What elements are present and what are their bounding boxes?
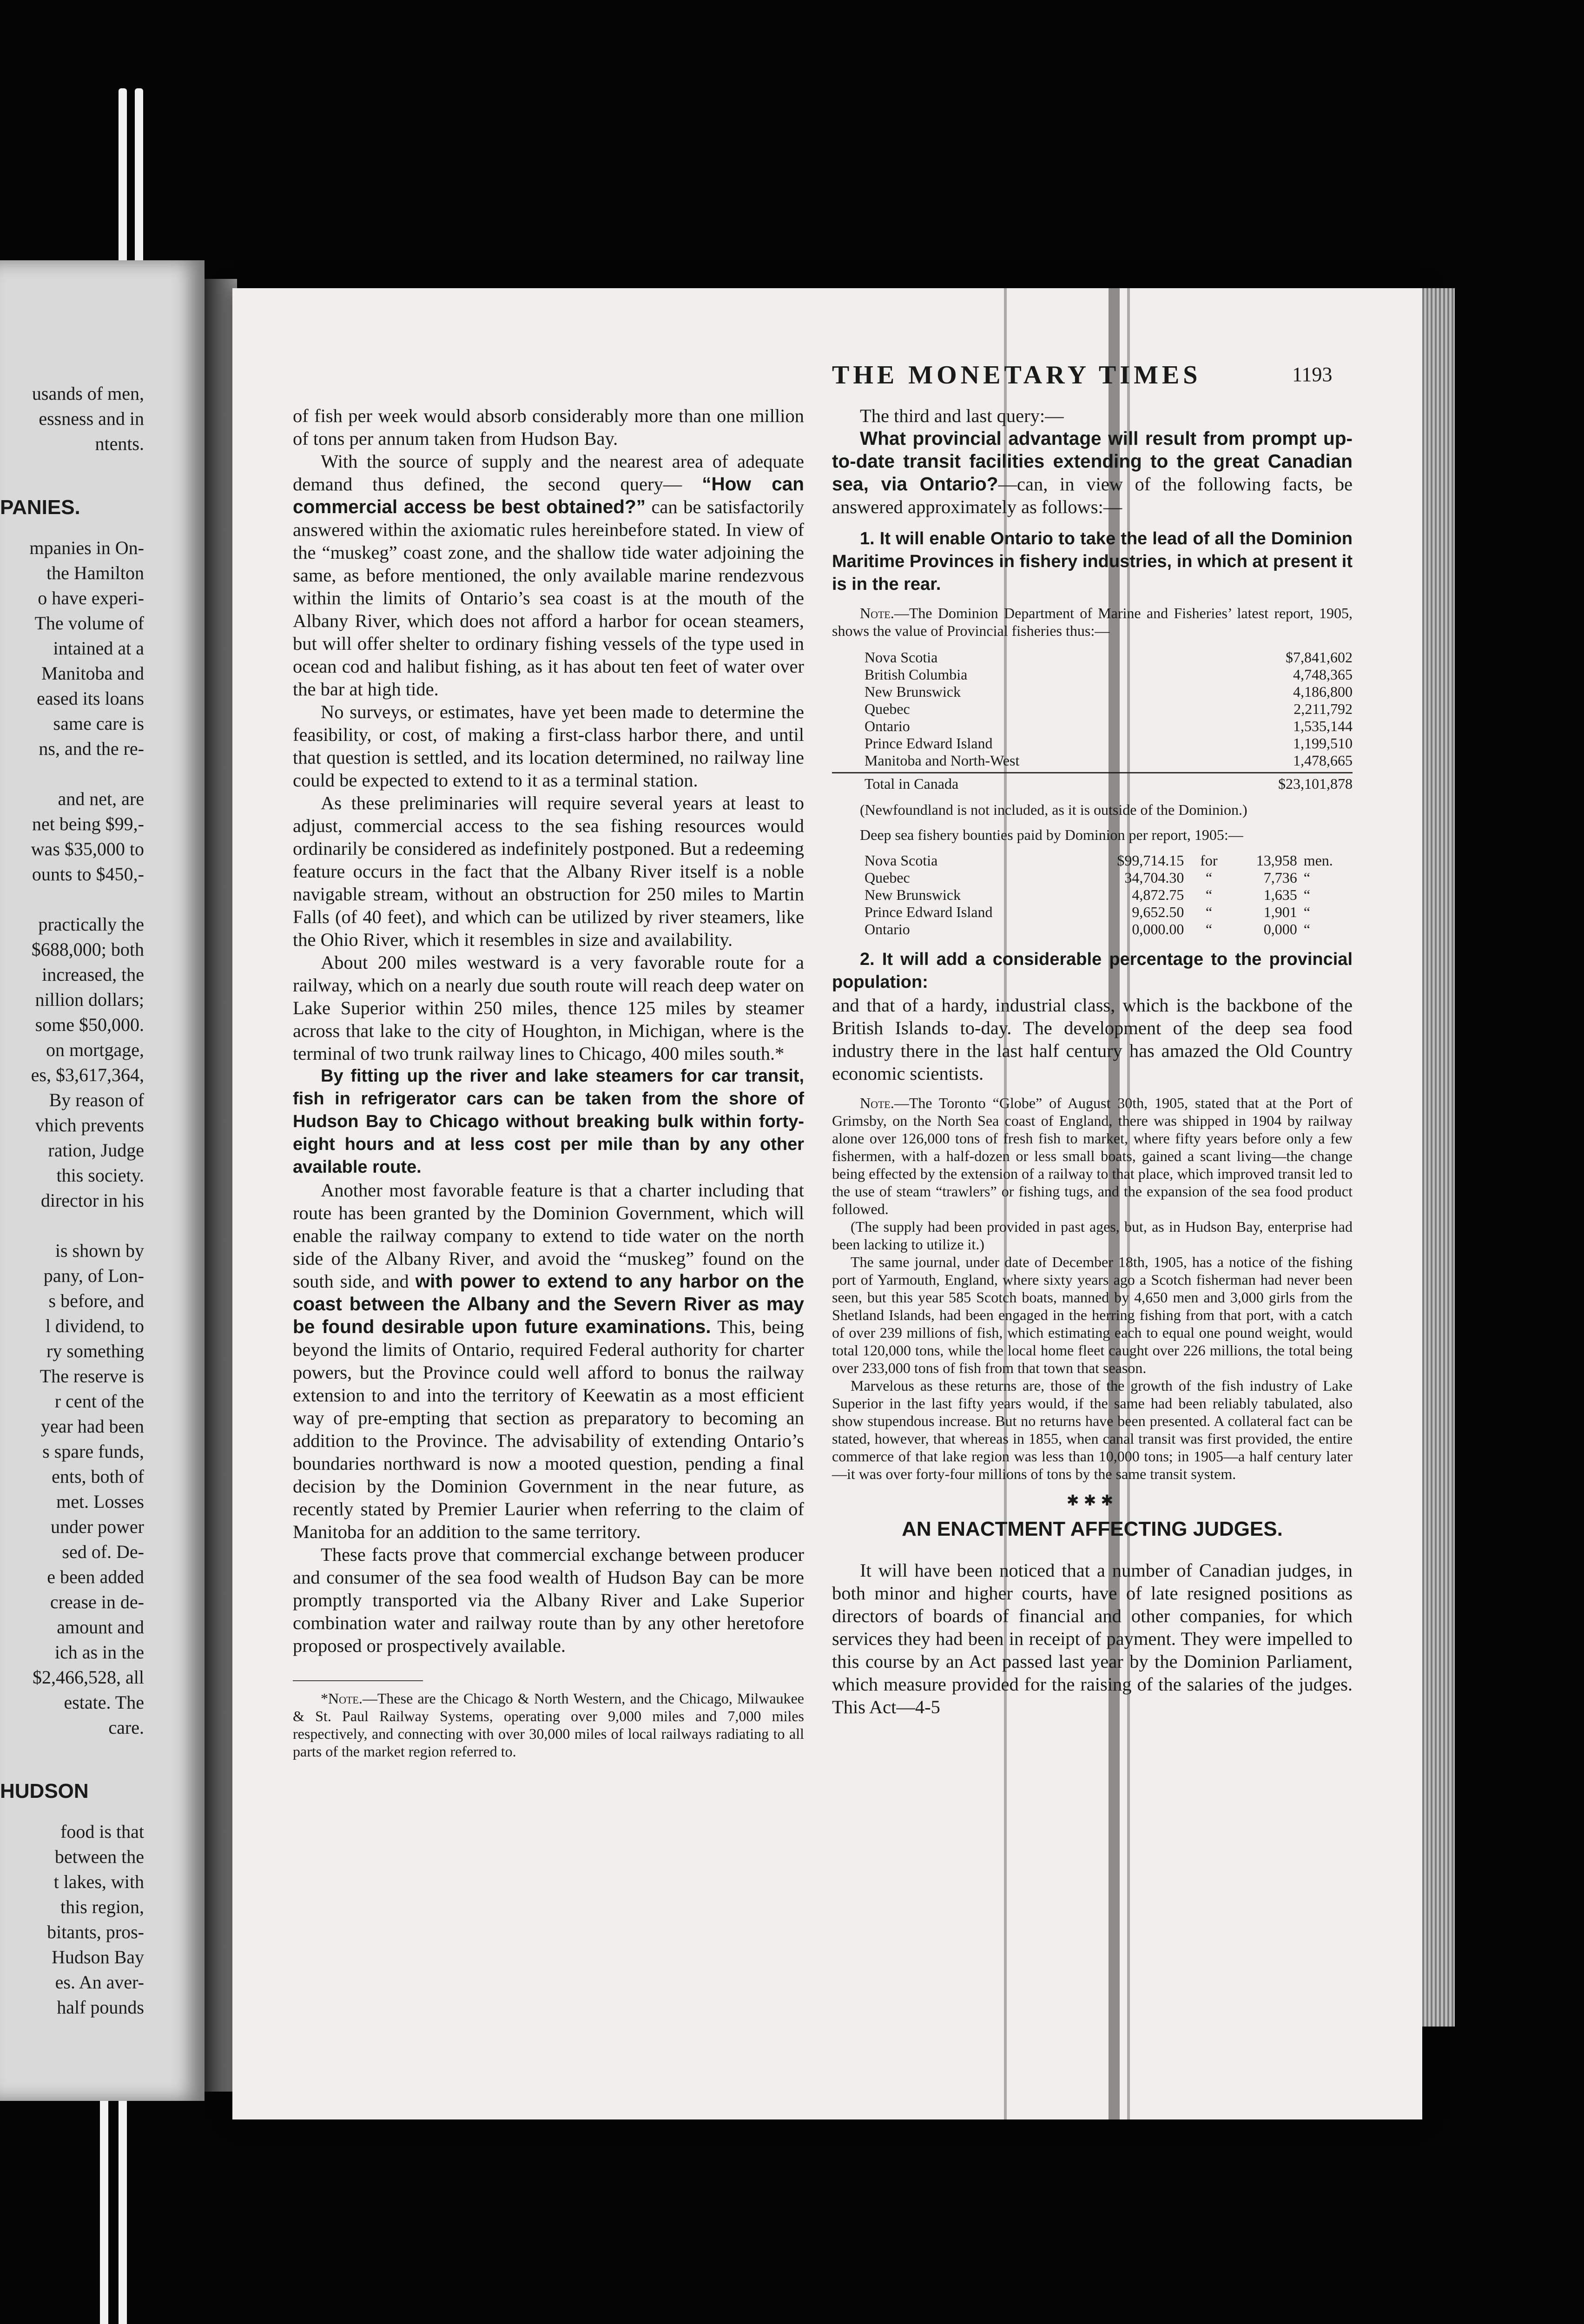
table-row xyxy=(832,852,1353,869)
left-page-line: and net, are xyxy=(58,788,144,809)
left-page-line: ration, Judge xyxy=(48,1140,144,1161)
left-page-line: crease in de- xyxy=(50,1591,144,1612)
paragraph-preliminaries: As these preliminaries will require several years at least to adjust, commercial access to the sea fishing resources would ordinarily be considered as indefinitely postponed. But a redeeming feature occurs in the fact that the Albany River itself is a noble navigable stream, without an obstruction for 250 miles to Martin Falls (of 40 feet), and which can be utilized by river steamers, like the Ohio River, which it resembles in size and availability. xyxy=(293,792,804,950)
unit-cell: “ xyxy=(1303,904,1310,920)
left-page-line: the Hamilton xyxy=(46,562,144,583)
left-page-heading: HUDSON xyxy=(0,1780,89,1802)
column-left xyxy=(293,404,804,1760)
for-cell: “ xyxy=(1205,886,1213,903)
amount-cell: $99,714.15 xyxy=(1117,852,1184,869)
province-cell: Ontario xyxy=(865,921,910,938)
paragraph-no-surveys: No surveys, or estimates, have yet been made to determine the feasibility, or cost, of making a first-class harbor there, and until that question is settled, and its location determined, no railway line could be expected to extend to it as a terminal station. xyxy=(293,701,804,791)
table-row xyxy=(832,700,1353,718)
table-row xyxy=(832,752,1353,769)
scan-stripe xyxy=(1109,288,1120,2119)
left-page-line: year had been xyxy=(40,1416,144,1437)
left-page-line: s spare funds, xyxy=(42,1441,144,1462)
left-page-line: ns, and the re- xyxy=(39,738,144,759)
table-row xyxy=(832,649,1353,666)
scan-stripe xyxy=(1004,288,1007,2119)
left-page-line: pany, of Lon- xyxy=(43,1265,144,1286)
note-lake-superior: Marvelous as these returns are, those of the growth of the fish industry of Lake Superior in the last fifty years would, if the same had been reliably tabulated, also show stupendous increase. But no returns have been presented. A collateral fact can be stated, however, that whereas in 1855, when canal transit was first provided, the entire commerce of that lake region was less than 10,000 tons; in 1905—a half century later—it was over forty-four millions of tons by the same transit system. xyxy=(832,1377,1353,1482)
province-cell: British Columbia xyxy=(865,666,968,683)
left-page-line: ry something xyxy=(46,1340,144,1361)
left-page-line: es, $3,617,364, xyxy=(31,1064,144,1085)
note-grimsby: Note.—The Toronto “Globe” of August 30th, 1905, stated that at the Port of Grimsby, on the North Sea coast of England, there was shipped in 1904 by railway alone over 126,000 tons of fresh fish to market, where fifty years before only a few fishermen, with a half-dozen or less small boats, gained a scant living—the change being effected by the extension of a railway to that place, which improved transit led to the use of steam “trawlers” or fishing tugs, and the expansion of the sea food product followed. xyxy=(832,1095,1353,1217)
province-cell: New Brunswick xyxy=(865,683,961,700)
bounties-table xyxy=(832,852,1353,938)
left-page-line: eased its loans xyxy=(36,688,144,709)
left-page-line: half pounds xyxy=(57,1997,144,2018)
left-page-line: some $50,000. xyxy=(35,1014,144,1035)
left-page-line: $2,466,528, all xyxy=(33,1667,144,1688)
left-page-line: increased, the xyxy=(42,964,144,985)
paragraph-facts-prove: These facts prove that commercial exchange between producer and consumer of the sea food wealth of Hudson Bay can be more promptly transported via the Albany River and Lake Superior combination water and railway route than by any other heretofore proposed or prospectively available. xyxy=(293,1544,804,1656)
point-one: 1. It will enable Ontario to take the lead of all the Dominion Maritime Provinces in fishery industries, in which at present it is in the rear. xyxy=(832,529,1353,594)
scan-stripe xyxy=(1127,288,1130,2119)
film-bar-left-4 xyxy=(119,2073,127,2324)
for-cell: for xyxy=(1200,852,1218,869)
table-row xyxy=(832,904,1353,921)
left-page-line: estate. The xyxy=(64,1692,144,1713)
left-page-line: e been added xyxy=(47,1566,144,1587)
note-supply: (The supply had been provided in past ages, but, as in Hudson Bay, enterprise had been lacking to utilize it.) xyxy=(832,1218,1353,1253)
unit-cell: “ xyxy=(1303,869,1310,886)
left-page-line: under power xyxy=(50,1516,144,1537)
left-page-line xyxy=(0,1213,144,1238)
paragraph-fish-per-week: of fish per week would absorb considerably more than one million of tons per annum taken from Hudson Bay. xyxy=(293,405,804,449)
left-page-line: ounts to $450,- xyxy=(32,864,144,885)
total-label: Total in Canada xyxy=(865,775,959,792)
value-cell: 4,748,365 xyxy=(1293,666,1353,683)
value-cell: 1,478,665 xyxy=(1293,752,1353,769)
footnote-rule xyxy=(293,1680,423,1681)
left-page-fragment xyxy=(0,260,205,2101)
left-page-line: usands of men, xyxy=(32,383,144,404)
for-cell: “ xyxy=(1205,904,1213,920)
paragraph-hardy-class: and that of a hardy, industrial class, which is the backbone of the British Islands to-day. The development of the deep sea food industry there in the last half century has amazed the Old Country economic scientists. xyxy=(832,995,1353,1084)
province-cell: Manitoba and North-West xyxy=(865,752,1020,769)
left-page-line: mpanies in On- xyxy=(29,537,144,558)
value-cell: 1,199,510 xyxy=(1293,735,1353,752)
left-page-line: bitants, pros- xyxy=(47,1921,144,1942)
total-value: $23,101,878 xyxy=(1278,775,1353,792)
section-divider-stars: ✱✱✱ xyxy=(1066,1492,1118,1509)
fisheries-value-table xyxy=(832,649,1353,769)
left-page-line: By reason of xyxy=(49,1089,144,1110)
value-cell: 4,186,800 xyxy=(1293,683,1353,700)
left-page-line: vhich prevents xyxy=(35,1115,144,1136)
point-two: 2. It will add a considerable percentage to the provincial population: xyxy=(832,950,1353,992)
left-page-line: food is that xyxy=(60,1821,144,1842)
left-page-line: care. xyxy=(108,1717,144,1738)
left-page-line: sed of. De- xyxy=(62,1541,144,1562)
men-cell: 0,000 xyxy=(1263,921,1297,938)
left-page-line: es. An aver- xyxy=(55,1972,144,1993)
value-cell: $7,841,602 xyxy=(1286,649,1353,666)
film-bar-left-3 xyxy=(100,2073,108,2324)
left-page-line: The reserve is xyxy=(40,1366,144,1386)
left-page-line: met. Losses xyxy=(56,1491,144,1512)
left-page-line: $688,000; both xyxy=(31,939,144,960)
paragraph-charter: Another most favorable feature is that a charter including that route has been granted by the Dominion Government, which will enable the railway company to extend to tide water on the north side of the Albany River, and avoid the “muskeg” found on the south side, and with power to extend to any harbor on the coast between the Albany and the Severn River as may be found desirable upon future examinations. This, being beyond the limits of Ontario, required Federal authority for charter powers, but the Province could well afford to bonus the railway extension to and into the territory of Keewatin as a most efficient way of pre-empting that section as preparatory to becoming an addition to the Province. The advisability of extending Ontario’s boundaries northward is now a mooted question, pending a final decision by the Dominion Government in the near future, as recently stated by Premier Laurier when referring to the claim of Manitoba for an addition to the same territory. xyxy=(293,1180,805,1542)
unit-cell: “ xyxy=(1303,921,1310,938)
left-page-line: on mortgage, xyxy=(46,1039,144,1060)
men-cell: 1,901 xyxy=(1263,904,1297,920)
paragraph-third-query-intro: The third and last query:— xyxy=(860,405,1064,426)
province-cell: New Brunswick xyxy=(865,886,961,903)
second-query-question: “How can commercial access be best obtained?” xyxy=(293,473,805,517)
left-page-heading: PANIES. xyxy=(0,496,80,519)
paragraph-car-transit-bold: By fitting up the river and lake steamers for car transit, fish in refrigerator cars can be taken from the shore of Hudson Bay to Chicago without breaking bulk within forty-eight hours and at less cost per mile than by any other available route. xyxy=(293,1066,804,1177)
footnote: *Note.—These are the Chicago & North Western, and the Chicago, Milwaukee & St. Paul Railway Systems, operating over 9,000 miles and 7,000 miles respectively, and connecting with over 30,000 miles of local railways radiating to all parts of the market region referred to. xyxy=(293,1690,804,1760)
amount-cell: 0,000.00 xyxy=(1132,921,1184,938)
page-number: 1193 xyxy=(1292,363,1333,386)
left-page-line: practically the xyxy=(38,914,144,935)
table-row xyxy=(832,718,1353,735)
for-cell: “ xyxy=(1205,921,1213,938)
paragraph-judges: It will have been noticed that a number of Canadian judges, in both minor and higher courts, have of late resigned positions as directors of boards of financial and other companies, for which services they had been in receipt of payment. They were impelled to this course by an Act passed last year by the Dominion Parliament, which measure provided for the raising of the salaries of the judges. This Act—4-5 xyxy=(832,1560,1353,1717)
amount-cell: 9,652.50 xyxy=(1132,904,1184,920)
left-page-line: director in his xyxy=(40,1190,144,1211)
left-page-line xyxy=(0,761,144,786)
province-cell: Ontario xyxy=(865,718,910,734)
province-cell: Quebec xyxy=(865,869,910,886)
left-page-line: The volume of xyxy=(34,613,144,634)
province-cell: Quebec xyxy=(865,700,910,717)
province-cell: Nova Scotia xyxy=(865,649,938,666)
left-page-text xyxy=(0,381,144,2020)
note-yarmouth: The same journal, under date of December 18th, 1905, has a notice of the fishing port of Yarmouth, England, where sixty years ago a Scotch fisherman had never been seen, but this year 585 Scotch boats, manned by 4,650 men and 3,000 girls from the Shetland Islands, had been engaged in the herring fishing from that port, with a catch of over 239 millions of fish, which estimating each to equal one pound weight, would total 120,000 tons, while the local home fleet caught over 226 millions, the total being over 233,000 tons of fish from that town that season. xyxy=(832,1254,1353,1376)
for-cell: “ xyxy=(1205,869,1213,886)
left-page-line: is shown by xyxy=(55,1240,144,1261)
province-cell: Prince Edward Island xyxy=(865,735,993,752)
fisheries-total-table xyxy=(832,775,1353,792)
left-page-line: between the xyxy=(54,1846,144,1867)
left-page-line: s before, and xyxy=(48,1290,144,1311)
left-page-line: Hudson Bay xyxy=(52,1947,144,1967)
men-cell: 1,635 xyxy=(1263,886,1297,903)
amount-cell: 34,704.30 xyxy=(1124,869,1184,886)
men-cell: 13,958 xyxy=(1256,852,1297,869)
amount-cell: 4,872.75 xyxy=(1132,886,1184,903)
province-cell: Prince Edward Island xyxy=(865,904,993,920)
left-page-line: same care is xyxy=(53,713,144,734)
left-page-line xyxy=(0,887,144,912)
left-page-line: was $35,000 to xyxy=(31,838,144,859)
table-row xyxy=(832,921,1353,938)
value-cell: 2,211,792 xyxy=(1294,700,1353,717)
page-header: THE MONETARY TIMES xyxy=(832,361,1201,390)
men-cell: 7,736 xyxy=(1263,869,1297,886)
table-row xyxy=(832,886,1353,904)
paragraph-second-query: With the source of supply and the nearest area of adequate demand thus defined, the second query— “How can commercial access be best obtained?” can be satisfactorily answered within the axiomatic rules hereinbefore stated. In view of the “muskeg” coast zone, and the shallow tide water adjoining the same, as before mentioned, the only available marine rendezvous within the limits of Ontario’s sea coast is at the mouth of the Albany River, which does not afford a harbor for ocean steamers, but will offer shelter to ordinary fishing vessels of the type used in ocean cod and halibut fishing, as it has about ten feet of water over the bar at high tide. xyxy=(293,451,805,700)
table-row xyxy=(832,666,1353,683)
table-row xyxy=(832,683,1353,700)
left-page-line: intained at a xyxy=(53,638,144,659)
note-newfoundland: (Newfoundland is not included, as it is outside of the Dominion.) xyxy=(860,801,1247,818)
left-page-line: ich as in the xyxy=(54,1642,144,1663)
paragraph-third-query: What provincial advantage will result from prompt up-to-date transit facilities extending to the great Canadian sea, via Ontario?—can, in view of the following facts, be answered approximately as follows:— xyxy=(832,428,1353,517)
left-page-line: this region, xyxy=(60,1896,144,1917)
section-title-judges: AN ENACTMENT AFFECTING JUDGES. xyxy=(902,1518,1283,1540)
left-page-line: t lakes, with xyxy=(53,1871,144,1892)
left-page-line: l dividend, to xyxy=(45,1315,144,1336)
left-page-line: r cent of the xyxy=(54,1391,144,1412)
note-bounties: Deep sea fishery bounties paid by Dominion per report, 1905:— xyxy=(860,826,1243,843)
unit-cell: “ xyxy=(1303,886,1310,903)
paragraph-railway-route: About 200 miles westward is a very favorable route for a railway, which on a nearly due south route will reach deep water on Lake Superior within 250 miles, thence 125 miles by steamer across that lake to the city of Houghton, in Michigan, where is the terminal of two trunk railway lines to Chicago, 400 miles south.* xyxy=(293,952,804,1064)
left-page-line: o have experi- xyxy=(38,588,144,608)
table-row-total xyxy=(832,775,1353,792)
main-page xyxy=(232,288,1422,2119)
left-page-line: amount and xyxy=(57,1617,144,1637)
left-page-line: nillion dollars; xyxy=(35,989,144,1010)
left-page-line: ntents. xyxy=(95,433,144,454)
table-row xyxy=(832,869,1353,886)
unit-cell: men. xyxy=(1303,852,1333,869)
table-row xyxy=(832,735,1353,752)
value-cell: 1,535,144 xyxy=(1293,718,1353,734)
province-cell: Nova Scotia xyxy=(865,852,938,869)
table-total-rule xyxy=(832,772,1353,773)
left-page-line: Manitoba and xyxy=(41,663,144,684)
note-fisheries-report: Note.—The Dominion Department of Marine and Fisheries’ latest report, 1905, shows the value of Provincial fisheries thus:— xyxy=(832,605,1353,639)
left-page-line: essness and in xyxy=(39,408,144,429)
left-page-line: net being $99,- xyxy=(32,813,144,834)
left-page-line: this society. xyxy=(56,1165,144,1186)
column-right xyxy=(832,404,1353,1718)
left-page-line: ents, both of xyxy=(52,1466,144,1487)
page-edges xyxy=(1422,288,1455,2027)
